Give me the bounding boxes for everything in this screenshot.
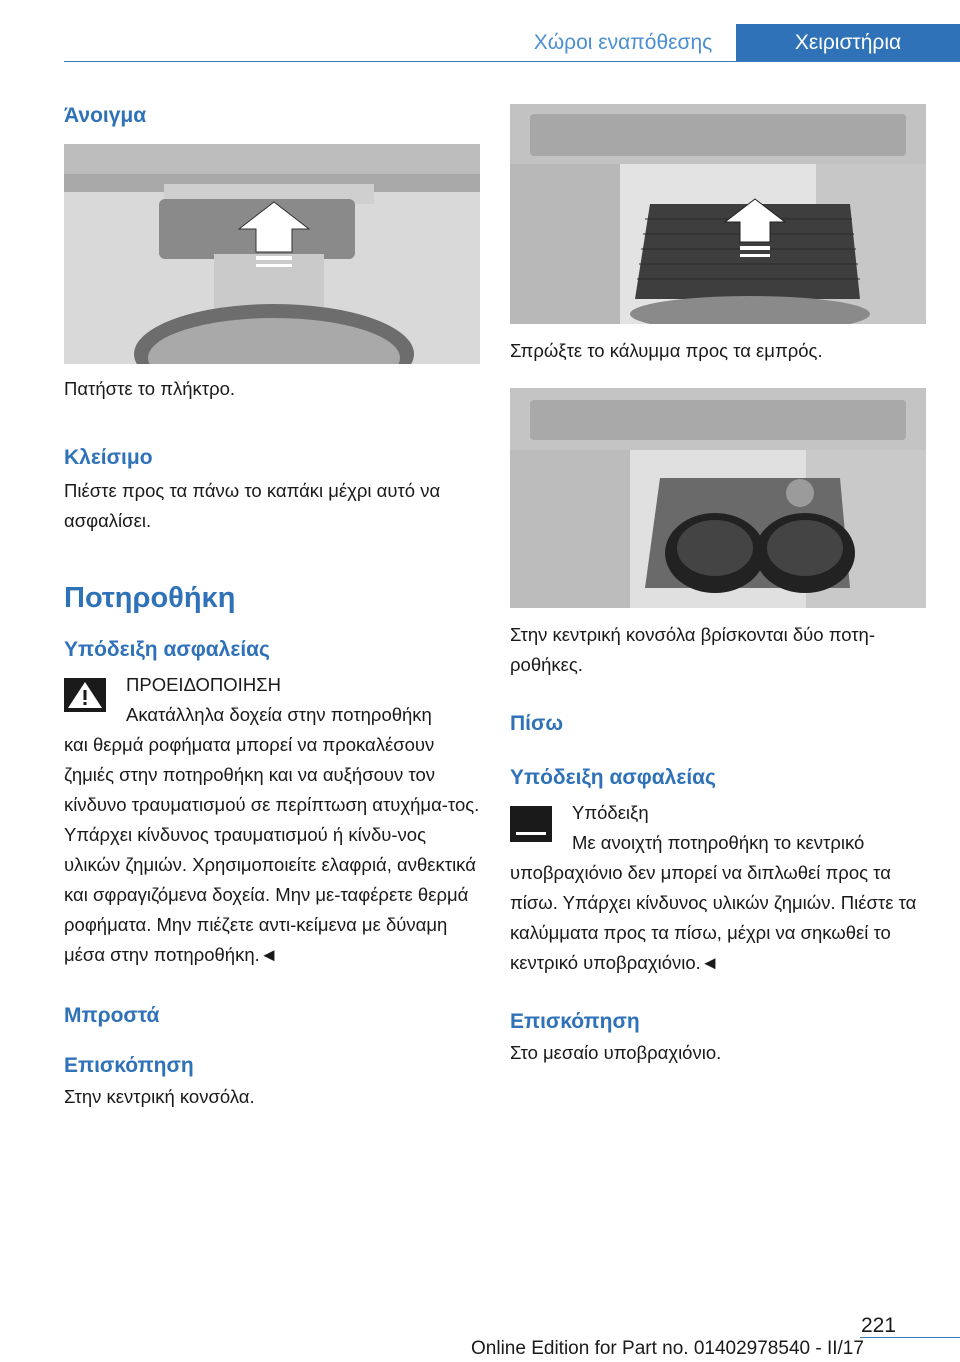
left-overview-text: Στην κεντρική κονσόλα. [64,1086,255,1107]
page-number: 221 [860,1314,896,1337]
edition-line: Online Edition for Part no. 01402978540 - II/17 [471,1338,864,1359]
note-rest: υποβραχιόνιο δεν μπορεί να διπλωθεί προς τα πίσω. Υπάρχει κίνδυνος υλικών ζημιών. Πιέστε τα καλύμματα προς τα πίσω, μέχρι να σηκωθεί το κεντρικό υποβραχιόνιο.◄ [510,862,917,973]
header-chapter-tab: Χειριστήρια [736,24,960,62]
opening-text: Πατήστε το πλήκτρο. [64,378,236,399]
right-safety-title: Υπόδειξη ασφαλείας [510,766,716,789]
note-first-line: Με ανοιχτή ποτηροθήκη το κεντρικό [572,832,865,853]
header-rule [64,61,960,62]
front-title: Μπροστά [64,1004,160,1027]
note-text [510,828,930,978]
closing-title: Κλείσιμο [64,446,153,469]
note-block [510,798,930,978]
note-icon [510,806,552,842]
opening-title: Άνοιγμα [64,104,147,127]
warning-triangle-icon [64,678,106,712]
left-column [64,96,484,1112]
console-text: Στην κεντρική κονσόλα βρίσκονται δύο ποτη-ροθήκες. [510,624,876,675]
note-label: Υπόδειξη [572,802,649,823]
warning-first-line: Ακατάλληλα δοχεία στην ποτηροθήκη [126,704,432,725]
footer-rule [860,1337,960,1338]
right-overview-title: Επισκόπηση [510,1010,640,1033]
cupholders-photo [510,388,926,608]
cupholder-title: Ποτηροθήκη [64,582,236,614]
push-text: Σπρώξτε το κάλυμμα προς τα εμπρός. [510,340,823,361]
left-overview-title: Επισκόπηση [64,1054,194,1077]
warning-rest: και θερμά ροφήματα μπορεί να προκαλέσουν ζημιές στην ποτηροθήκη και να αυξήσουν τον κίνδυνο τραυματισμού σε περίπτωση ατυχήμα-τος. Υπάρχει κίνδυνος τραυματισμού ή κίνδυ-νος υλικών ζημιών. Χρησιμοποιείτε ελαφριά, ανθεκτικά και σφραγιζόμενα δοχεία. Μην με-ταφέρετε θερμά ροφήματα. Μην πιέζετε αντι-κείμενα με δύναμη μέσα στην ποτηροθήκη.◄ [64,734,480,965]
left-safety-title: Υπόδειξη ασφαλείας [64,638,270,661]
warning-label: ΠΡΟΕΙΔΟΠΟΙΗΣΗ [126,674,281,695]
warning-text [64,700,484,970]
cover-push-photo [510,104,926,324]
closing-text: Πιέστε προς τα πάνω το καπάκι μέχρι αυτό να ασφαλίσει. [64,480,441,531]
header-section-tab: Χώροι εναπόθεσης [533,31,713,54]
right-overview-text: Στο μεσαίο υποβραχιόνιο. [510,1042,722,1063]
overhead-compartment-photo [64,144,480,364]
rear-title: Πίσω [510,712,564,735]
warning-block [64,670,484,970]
right-column [510,104,930,1068]
